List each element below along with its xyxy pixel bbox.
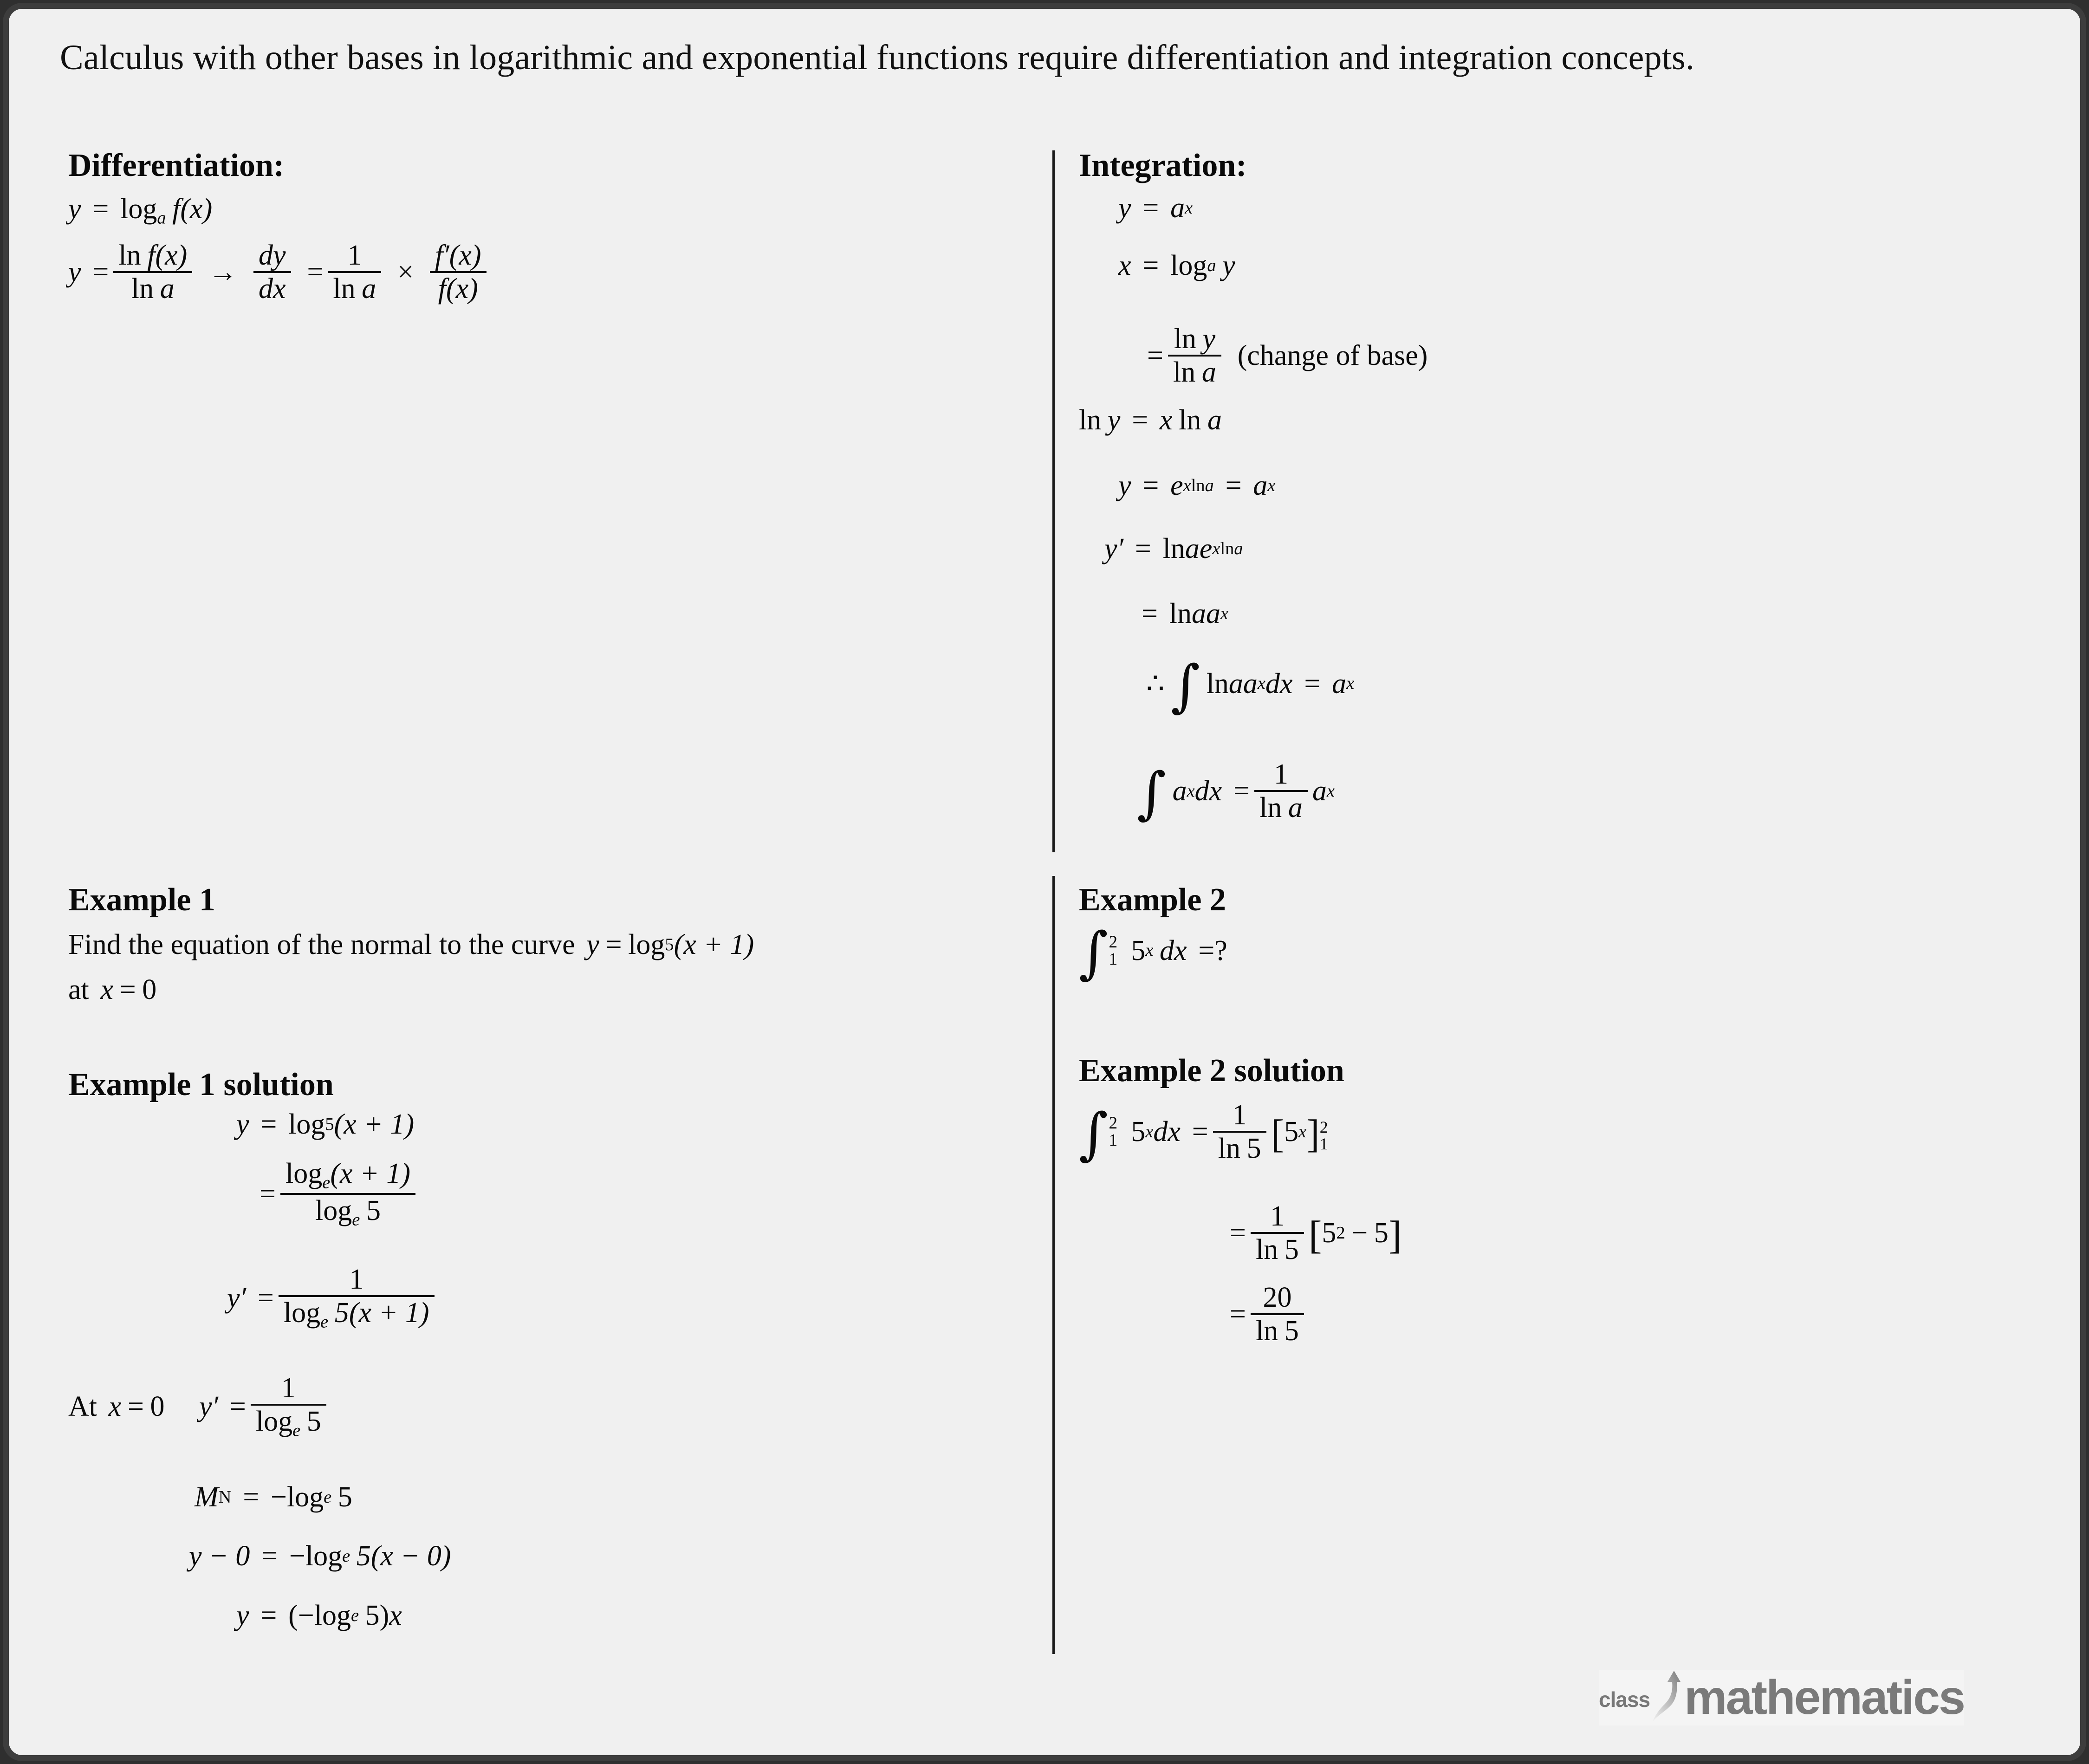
ex1s6-sign: −: [289, 1540, 305, 1572]
diff-l2-f1-num-arg: f(x): [147, 240, 188, 271]
ex2s1-base: 5: [1131, 1116, 1146, 1148]
int-l4-ln: ln: [1079, 404, 1102, 436]
integration-line-4: [1079, 406, 1222, 435]
swoosh-arrow-icon: [1650, 1670, 1687, 1725]
integration-line-5: [1118, 471, 1275, 500]
ex1-prompt-arg: (x + 1): [674, 929, 754, 960]
ex1s4-lhs: y′: [199, 1391, 219, 1423]
ex2s1-eq: =: [1192, 1116, 1208, 1148]
int-l8-exp: x: [1257, 674, 1265, 694]
diff-l2-eq: =: [92, 256, 109, 288]
ex1-prompt-at-val: 0: [142, 974, 157, 1005]
ex2s3-frac: [1251, 1283, 1304, 1345]
diff-l1-base: a: [157, 208, 166, 228]
ex1s2-den-log: log: [315, 1195, 352, 1227]
diff-l2-f4-num: f′(x): [435, 240, 481, 271]
ex2s3-eq: =: [1230, 1298, 1246, 1330]
diff-l2-times-icon: ×: [397, 256, 414, 288]
ex2-sol-step-1: [1079, 1099, 1328, 1167]
ex2s1-lower: 1: [1109, 1131, 1118, 1150]
ex2-sol-step-3: [1230, 1283, 1309, 1345]
ex1s4-num: 1: [281, 1372, 296, 1404]
int-l9-frac: [1254, 760, 1308, 822]
ex1s7-open: (: [288, 1600, 298, 1631]
int-l3-frac: [1168, 324, 1221, 387]
ex1-prompt-y: y: [586, 929, 599, 960]
integration-heading: Integration:: [1079, 148, 1247, 183]
ex1-sol-step-4: [68, 1374, 331, 1440]
ex1s2-frac: [280, 1159, 415, 1229]
brand-logo: [1599, 1670, 1964, 1725]
int-l5-eq2: =: [1225, 470, 1242, 501]
int-l5-a-exp: x: [1267, 475, 1276, 495]
int-l3-note: (change of base): [1237, 340, 1428, 372]
ex1s4-den-arg: 5: [306, 1406, 321, 1438]
ex1s4-at-eq: =: [127, 1391, 144, 1423]
differentiation-line-1: [68, 195, 212, 227]
ex1s3-lhs: y′: [227, 1282, 247, 1314]
int-l6-exp-x: x: [1212, 538, 1220, 558]
logo-class-text: class: [1599, 1687, 1650, 1712]
ex1-prompt-eq: =: [605, 929, 622, 960]
ex1-sol-step-3: [227, 1265, 439, 1331]
ex1s3-frac: [279, 1265, 435, 1331]
ex2s1-bracket-close: ]: [1306, 1112, 1320, 1156]
int-l7-a2: a: [1206, 598, 1220, 629]
integral-icon-2: ∫: [1137, 760, 1166, 826]
ex2-lower-limit: 1: [1109, 949, 1118, 969]
ex1s4-at-x: x: [108, 1391, 122, 1423]
ex2s1-integral-limits: [1109, 1115, 1117, 1148]
column-divider-top: [1052, 150, 1055, 852]
example2-solution-heading: Example 2 solution: [1079, 1053, 1344, 1089]
integral-icon-3: ∫: [1079, 920, 1108, 986]
ex1s7-eq: =: [260, 1600, 277, 1631]
ex1s5-lhs: M: [195, 1481, 219, 1513]
int-l1-exp: x: [1185, 198, 1193, 218]
example1-heading: Example 1: [68, 882, 215, 918]
int-l6-e: e: [1199, 533, 1213, 564]
int-l6-exp-ln: ln: [1220, 538, 1234, 558]
int-l7-a1: a: [1192, 598, 1206, 629]
int-l8-a2: a: [1243, 668, 1258, 700]
ex1s4-frac: [251, 1374, 326, 1440]
logo-mathematics-text: mathematics: [1684, 1670, 1964, 1725]
ex1s4-den-base: e: [292, 1420, 301, 1440]
integration-line-8: [1146, 653, 1355, 719]
int-l4-x: x: [1159, 404, 1173, 436]
ex1-prompt-base: 5: [665, 934, 674, 954]
ex1s1-base: 5: [325, 1114, 334, 1134]
diff-l2-f4-den: f(x): [438, 273, 478, 305]
ex2s2-brk-exp: 2: [1336, 1223, 1345, 1243]
ex1s5-eq: =: [243, 1481, 260, 1513]
ex1s6-lhs: y − 0: [189, 1540, 250, 1572]
diff-l2-frac4: [430, 241, 487, 303]
ex2s1-dx: dx: [1153, 1116, 1181, 1148]
ex1s7-log: log: [314, 1600, 351, 1631]
diff-l2-frac1: [113, 241, 192, 303]
int-l8-dx: dx: [1265, 668, 1293, 700]
ex1s5-arg: 5: [337, 1481, 352, 1513]
int-l9-a: a: [1172, 775, 1187, 807]
ex1-prompt-at-eq: =: [119, 974, 136, 1005]
integral-icon-4: ∫: [1079, 1101, 1108, 1167]
ex1s2-den-base: e: [352, 1210, 360, 1230]
ex1s4-at: At: [68, 1391, 97, 1423]
ex1s5-lhs-sub: N: [218, 1487, 232, 1507]
column-divider-bottom: [1052, 876, 1055, 1654]
ex2s2-den-ln: ln: [1256, 1234, 1278, 1266]
ex2s1-num: 1: [1232, 1099, 1247, 1131]
ex1s5-sign: −: [270, 1481, 287, 1513]
ex1-sol-step-5: [195, 1483, 352, 1511]
ex1s2-num-log: log: [285, 1158, 323, 1189]
int-l5-exp-ln: ln: [1191, 475, 1205, 495]
int-l9-num: 1: [1273, 759, 1288, 790]
ex1-sol-step-6: [189, 1542, 451, 1570]
ex1-sol-step-7: [236, 1601, 402, 1630]
int-l1-base: a: [1170, 192, 1185, 224]
int-l8-ln: ln: [1206, 668, 1229, 700]
int-l2-lhs: x: [1118, 250, 1131, 281]
int-l9-rhs-a: a: [1312, 775, 1327, 807]
ex2-sol-step-2: [1230, 1202, 1401, 1264]
ex1s1-eq: =: [260, 1109, 277, 1140]
ex1-sol-step-1: [236, 1110, 414, 1139]
int-l5-exp-x: x: [1183, 475, 1191, 495]
ex2s1-brk-base: 5: [1284, 1116, 1299, 1148]
ex1-prompt-log: log: [628, 929, 665, 960]
ex2s1-bracket-limits: [1319, 1118, 1328, 1154]
int-l8-rhs-a: a: [1332, 668, 1347, 700]
ex1s6-arg: 5(x − 0): [356, 1540, 451, 1572]
ex2-dx: dx: [1160, 934, 1187, 966]
int-l9-eq: =: [1233, 775, 1250, 807]
ex2s2-bracket-close: ]: [1388, 1213, 1402, 1258]
ex1-prompt-at: at: [68, 974, 89, 1005]
example2-expression: [1079, 920, 1227, 986]
ex1-prompt-at-x: x: [100, 974, 114, 1005]
int-l8-eq: =: [1304, 668, 1321, 700]
ex2s2-num: 1: [1270, 1200, 1285, 1232]
ex1s4-at-val: 0: [150, 1391, 165, 1423]
int-l5-e: e: [1170, 470, 1183, 501]
ex2s1-brk-upper: 2: [1319, 1118, 1328, 1137]
ex2s1-bracket-open: [: [1271, 1112, 1285, 1156]
diff-l2-frac3: [328, 241, 381, 303]
int-l5-exp-a: a: [1205, 475, 1214, 495]
diff-l1-fn: log: [120, 193, 157, 225]
diff-l1-arg: f(x): [172, 193, 213, 225]
ex1s5-base: e: [324, 1487, 332, 1507]
ex2s3-den-arg: 5: [1284, 1315, 1299, 1347]
ex1s2-num-arg: (x + 1): [330, 1158, 410, 1189]
ex1s4-den-log: log: [255, 1406, 293, 1438]
int-l3-eq: =: [1147, 340, 1163, 372]
ex1-sol-step-2: [260, 1159, 420, 1229]
ex1s1-arg: (x + 1): [334, 1109, 415, 1140]
ex1s2-eq: =: [260, 1178, 276, 1210]
ex1s2-den-arg: 5: [366, 1195, 381, 1227]
ex2s1-frac: [1213, 1101, 1266, 1163]
int-l6-exp-a: a: [1234, 538, 1243, 558]
int-l7-ln: ln: [1169, 598, 1192, 629]
int-l3-num-ln: ln: [1174, 323, 1196, 355]
ex1s6-base: e: [342, 1546, 350, 1566]
int-l2-eq: =: [1142, 250, 1159, 281]
ex1s1-lhs: y: [236, 1109, 249, 1140]
ex1s6-log: log: [305, 1540, 343, 1572]
ex2s3-den-ln: ln: [1256, 1315, 1278, 1347]
diff-l2-arrow-icon: →: [208, 256, 238, 288]
int-l6-ln: ln: [1162, 533, 1185, 564]
diff-l2-frac2: [253, 241, 291, 303]
ex2-exp: x: [1145, 940, 1154, 960]
ex1s7-arg: 5): [365, 1600, 389, 1631]
diff-l2-f3-num: 1: [347, 240, 362, 271]
ex2-base: 5: [1131, 934, 1146, 966]
int-l5-lhs: y: [1118, 470, 1131, 501]
ex2-eq: =?: [1198, 934, 1227, 966]
ex2s2-minus: −: [1351, 1217, 1368, 1249]
page-title: Calculus with other bases in logarithmic and exponential functions require differentiation and integration concepts.: [60, 38, 1695, 77]
example1-solution-heading: Example 1 solution: [68, 1067, 334, 1102]
ex1s1-log: log: [288, 1109, 325, 1140]
int-l2-arg: y: [1222, 250, 1235, 281]
ex2s2-five: 5: [1374, 1217, 1388, 1249]
int-l4-eq: =: [1132, 404, 1148, 436]
int-l9-dx: dx: [1194, 775, 1222, 807]
ex1s7-x: x: [389, 1600, 402, 1631]
int-l4-a: a: [1207, 404, 1222, 436]
ex2s2-frac: [1251, 1202, 1304, 1264]
diff-l2-lhs: y: [68, 256, 81, 288]
integration-line-6: [1104, 534, 1243, 563]
int-l9-den-ln: ln: [1259, 792, 1282, 824]
diff-l1-eq: =: [92, 193, 109, 225]
differentiation-line-2: [68, 241, 491, 303]
example1-prompt-line-2: [68, 975, 156, 1004]
ex2s1-den-ln: ln: [1218, 1133, 1240, 1165]
diff-l2-f2-den: dx: [258, 273, 286, 305]
int-l4-rhs-ln: ln: [1179, 404, 1201, 436]
integration-line-9: [1137, 759, 1335, 826]
ex2s2-eq: =: [1230, 1217, 1246, 1249]
int-l2-base: a: [1207, 255, 1216, 275]
ex2-integral-limits: [1109, 934, 1117, 967]
ex2s1-exp: x: [1145, 1122, 1154, 1141]
example1-prompt-line-1: [68, 930, 754, 959]
int-l6-a: a: [1185, 533, 1200, 564]
int-l6-eq: =: [1135, 533, 1151, 564]
int-l4-arg: y: [1107, 404, 1121, 436]
ex2s1-brk-lower: 1: [1319, 1135, 1328, 1154]
int-l9-rhs-exp: x: [1326, 781, 1335, 801]
ex2-upper-limit: 2: [1109, 932, 1118, 952]
ex1s5-log: log: [286, 1481, 324, 1513]
int-l9-exp: x: [1187, 781, 1195, 801]
diff-l1-lhs: y: [68, 193, 81, 225]
ex2s1-upper: 2: [1109, 1114, 1118, 1133]
ex1s4-eq: =: [229, 1391, 246, 1423]
diff-l2-f1-den-base: a: [160, 273, 175, 305]
int-l5-eq: =: [1142, 470, 1159, 501]
diff-l2-f2-num: dy: [258, 240, 286, 271]
int-l9-den-a: a: [1288, 792, 1303, 824]
document-page: [3, 3, 2086, 1761]
integration-line-1: [1118, 194, 1193, 222]
ex2s1-brk-exp: x: [1298, 1122, 1307, 1141]
int-l6-lhs: y′: [1104, 533, 1124, 564]
ex2s2-den-arg: 5: [1284, 1234, 1299, 1266]
ex1s3-eq: =: [257, 1282, 274, 1314]
int-l2-log: log: [1170, 250, 1207, 281]
ex1s7-base: e: [350, 1605, 359, 1625]
diff-l2-f3-den-ln: ln: [333, 273, 356, 305]
ex2s2-brk-base: 5: [1322, 1217, 1336, 1249]
ex1s6-eq: =: [261, 1540, 278, 1572]
int-l7-exp: x: [1220, 603, 1229, 623]
int-l8-a1: a: [1228, 668, 1243, 700]
diff-l2-f3-den-base: a: [362, 273, 376, 305]
example2-heading: Example 2: [1079, 882, 1226, 918]
ex2s1-den-arg: 5: [1246, 1133, 1261, 1165]
int-l1-eq: =: [1142, 192, 1159, 224]
ex1-prompt-text: Find the equation of the normal to the curve: [68, 929, 575, 960]
differentiation-heading: Differentiation:: [68, 148, 285, 183]
integral-icon: ∫: [1171, 653, 1200, 719]
ex1s3-den-base: e: [320, 1312, 329, 1332]
diff-l2-f1-num-ln: ln: [118, 240, 141, 271]
int-l3-den-arg: a: [1201, 357, 1216, 389]
therefore-icon: ∴: [1146, 668, 1165, 700]
int-l3-den-ln: ln: [1173, 357, 1196, 389]
ex1s3-den-arg: 5(x + 1): [334, 1297, 429, 1329]
diff-l2-f1-den-ln: ln: [131, 273, 154, 305]
int-l8-rhs-exp: x: [1346, 674, 1355, 694]
diff-l2-eq2: =: [307, 256, 324, 288]
ex1s3-den-log: log: [283, 1297, 321, 1329]
int-l5-a: a: [1253, 470, 1268, 501]
integration-line-3: [1147, 324, 1427, 387]
ex1s7-lhs: y: [236, 1600, 249, 1631]
int-l1-lhs: y: [1118, 192, 1131, 224]
ex1s2-num-base: e: [322, 1173, 331, 1193]
int-l3-num-arg: y: [1202, 323, 1216, 355]
ex1s7-sign: −: [298, 1600, 314, 1631]
ex2s2-bracket-open: [: [1308, 1213, 1322, 1258]
int-l7-eq: =: [1142, 598, 1158, 629]
ex1s3-num: 1: [349, 1264, 364, 1295]
integration-line-2: [1118, 251, 1235, 280]
ex2s3-num: 20: [1263, 1282, 1292, 1313]
integration-line-7: [1142, 599, 1228, 628]
